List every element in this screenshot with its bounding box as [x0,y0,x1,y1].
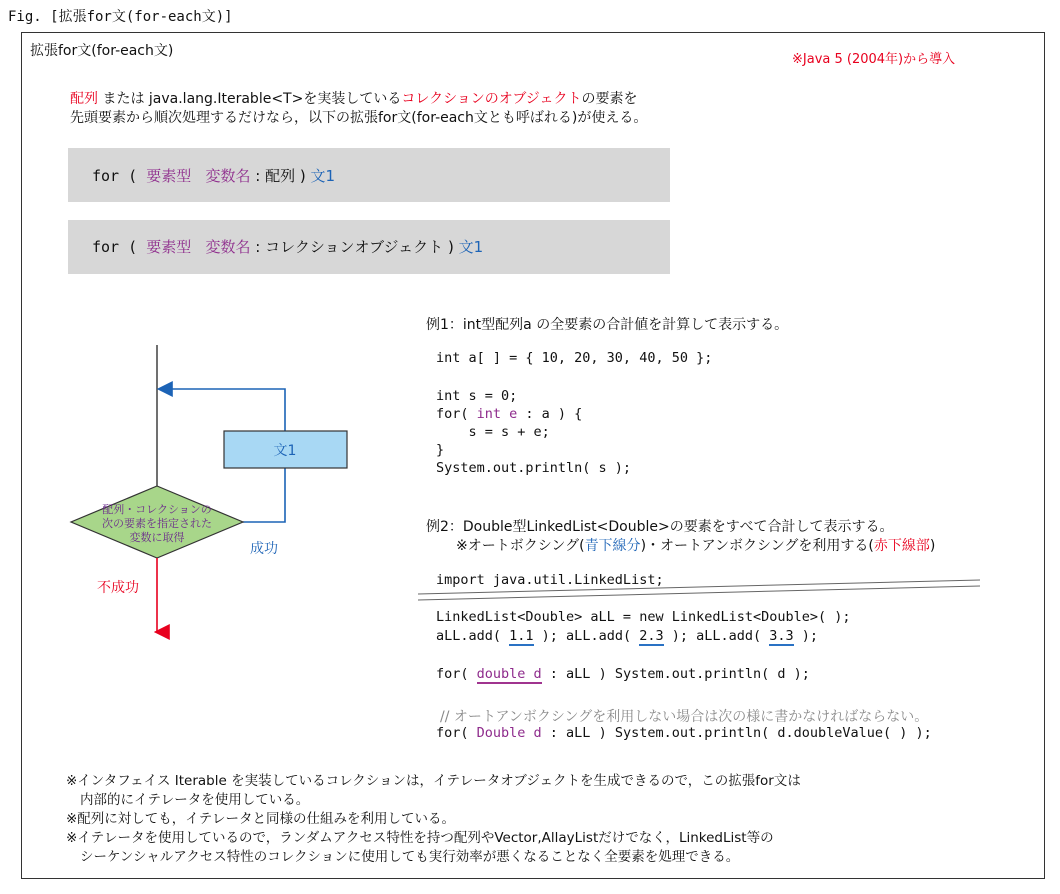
code-separator-bottom [418,586,980,600]
syntax-statement: 文1 [310,167,336,185]
example2-blue-note: 青下線分 [584,538,641,554]
example2-subtitle [456,535,935,555]
example2-code-line3: for( double d : aLL ) System.out.println( d ); [436,666,810,682]
code-for-rest: : a ) { [517,406,583,422]
example1-code-line1: int a[ ] = { 10, 20, 30, 40, 50 }; [436,350,713,366]
syntax-target-array: 配列 [265,167,296,185]
example1-code-line6: System.out.println( s ); [436,460,632,476]
flow-condition-line3: 変数に取得 [129,531,185,544]
intro-array: 配列 [70,91,98,107]
example2-title: 例2：Double型LinkedList<Double>の要素をすべて合計して表示する。 [426,519,894,535]
note-3-line-1: ※イテレータを使用しているので，ランダムアクセス特性を持つ配列やVector,AllayListだけでなく，LinkedList等の [66,830,774,846]
syntax-element-type: 要素型 [146,167,192,185]
flow-statement-text: 文1 [273,443,297,459]
flow-condition-line1: 配列・コレクションの [102,503,212,516]
syntax-statement: 文1 [458,238,484,256]
example1-code-line5: } [436,442,445,458]
example1-code-line3 [436,406,582,422]
syntax-element-type: 要素型 [146,238,192,256]
example2-import: import java.util.LinkedList; [436,572,664,588]
code-loop-variable: int e [476,406,518,422]
syntax-colon: : [250,167,266,185]
figure-caption: Fig. [拡張for文(for-each文)] [8,9,233,25]
unboxing-variable: double d [476,666,542,682]
explicit-double-variable: Double d [476,725,542,741]
autobox-value-2: 2.3 [639,628,664,644]
note-3-line-2: シーケンシャルアクセス特性のコレクションに使用しても実行効率が悪くなることなく全要素を処理できる。 [80,849,740,865]
example2-code-line1: LinkedList<Double> aLL = new LinkedList<Double>( ); [436,609,851,625]
autobox-value-3: 3.3 [769,628,794,644]
note-1-line-1: ※インタフェイス Iterable を実装しているコレクションは，イテレータオブジェクトを生成できるので，この拡張for文は [66,773,801,789]
intro-text-b: の要素を [581,91,638,107]
note-2: ※配列に対しても，イテレータと同様の仕組みを利用している。 [66,811,456,827]
example1-code-line4: s = s + e; [436,424,550,440]
note-1-line-2: 内部的にイテレータを使用している。 [80,792,310,808]
syntax-close: ) [443,238,459,256]
syntax-colon: : [250,238,266,256]
syntax-variable-name: 変数名 [205,238,251,256]
flow-condition-line2: 次の要素を指定された [102,517,212,530]
example2-subtitle-a: ※オートボクシング( [456,538,585,554]
example2-comment: // オートアンボクシングを利用しない場合は次の様に書かなければならない。 [440,709,929,725]
syntax-close: ) [295,167,311,185]
syntax-for-keyword: for ( [92,238,147,256]
intro-text-a: または java.lang.Iterable<T>を実装している [98,91,402,107]
syntax-for-keyword: for ( [92,167,147,185]
syntax-variable-name: 変数名 [205,167,251,185]
intro-collection: コレクションのオブジェクト [401,91,582,107]
syntax-target-collection: コレクションオブジェクト [265,238,444,256]
example2-subtitle-c: )・オートアンボクシングを利用する( [640,538,874,554]
code-for: for( [436,406,477,422]
flow-success-label: 成功 [250,541,278,557]
example2-code-line2: aLL.add( 1.1 ); aLL.add( 2.3 ); aLL.add( 3.3 ); [436,628,819,644]
example2-code-line4: for( Double d : aLL ) System.out.println( d.doubleValue( ) ); [436,725,932,741]
example1-code-line2: int s = 0; [436,388,518,404]
intro-line-2: 先頭要素から順次処理するだけなら，以下の拡張for文(for-each文とも呼ばれる)が使える。 [70,110,648,126]
box-title: 拡張for文(for-each文) [30,43,174,59]
example2-red-note: 赤下線部 [873,538,930,554]
example2-subtitle-e: ) [929,538,936,554]
autobox-value-1: 1.1 [509,628,534,644]
flow-failure-label: 不成功 [97,580,139,596]
example1-title: 例1：int型配列a の全要素の合計値を計算して表示する。 [426,317,789,333]
java-version-note: ※Java 5 (2004年)から導入 [792,52,956,67]
